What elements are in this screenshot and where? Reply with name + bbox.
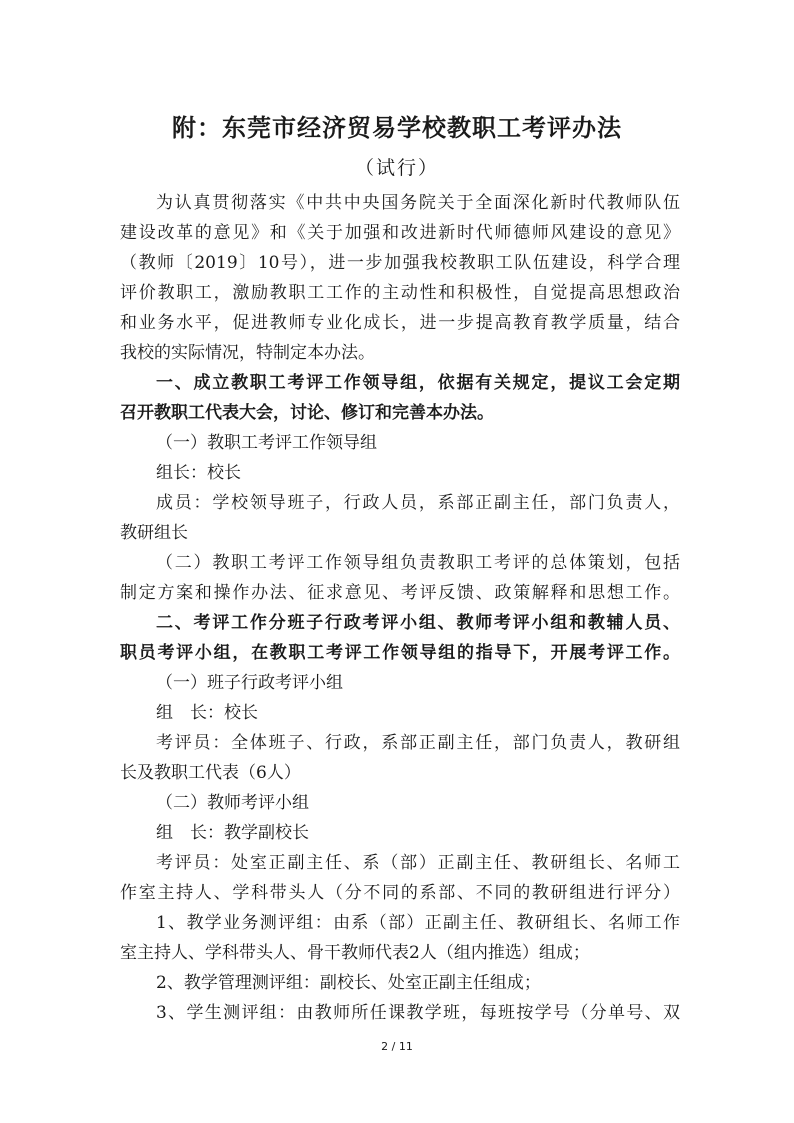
- section-heading-line: 职员考评小组，在教职工考评工作领导组的指导下，开展考评工作。: [120, 643, 680, 663]
- subsection-line: （一）教职工考评工作领导组: [156, 433, 377, 453]
- paragraph-line: 制定方案和操作办法、征求意见、考评反馈、政策解释和思想工作。: [120, 583, 680, 603]
- paragraph-line: 1、教学业务测评组：由系（部）正副主任、教研组长、名师工作: [156, 913, 680, 933]
- page-number: 2 / 11: [381, 1040, 413, 1053]
- section-heading-line: 二、考评工作分班子行政考评小组、教师考评小组和教辅人员、: [156, 613, 680, 633]
- paragraph-line: 我校的实际情况，特制定本办法。: [120, 343, 375, 363]
- paragraph-line: 和业务水平，促进教师专业化成长，进一步提高教育教学质量，结合: [120, 313, 680, 333]
- subsection-line: （一）班子行政考评小组: [156, 673, 343, 693]
- section-heading-line: 一、成立教职工考评工作领导组，依据有关规定，提议工会定期: [156, 373, 680, 393]
- paragraph-line: 室主持人、学科带头人、骨干教师代表2人（组内推选）组成；: [120, 943, 590, 963]
- paragraph-line: 3、学生测评组：由教师所任课教学班，每班按学号（分单号、双: [156, 1003, 680, 1023]
- paragraph-line: 建设改革的意见》和《关于加强和改进新时代师德师风建设的意见》: [120, 223, 680, 243]
- paragraph-line: 组 长：校长: [156, 703, 258, 723]
- document-body: [120, 188, 680, 1028]
- paragraph-line: 成员：学校领导班子，行政人员，系部正副主任，部门负责人，: [156, 493, 680, 513]
- section-heading-line: 召开教职工代表大会，讨论、修订和完善本办法。: [120, 403, 494, 423]
- document-title: 附：东莞市经济贸易学校教职工考评办法: [172, 113, 622, 142]
- paragraph-line: 作室主持人、学科带头人（分不同的系部、不同的教研组进行评分）: [120, 883, 680, 903]
- paragraph-line: 评价教职工，激励教职工工作的主动性和积极性，自觉提高思想政治: [120, 283, 680, 303]
- paragraph-line: 考评员：处室正副主任、系（部）正副主任、教研组长、名师工: [156, 853, 680, 873]
- paragraph-line: 为认真贯彻落实《中共中央国务院关于全面深化新时代教师队伍: [156, 193, 680, 213]
- paragraph-line: 2、教学管理测评组：副校长、处室正副主任组成；: [156, 973, 541, 993]
- paragraph-line: 考评员：全体班子、行政，系部正副主任，部门负责人，教研组: [156, 733, 680, 753]
- paragraph-line: 教研组长: [120, 523, 188, 543]
- document-subtitle: （试行）: [354, 157, 439, 179]
- paragraph-line: （教师〔2019〕10号），进一步加强我校教职工队伍建设，科学合理: [120, 253, 680, 273]
- paragraph-line: 长及教职工代表（6人）: [120, 763, 301, 783]
- subsection-line: （二）教师考评小组: [156, 793, 309, 813]
- subsection-line: （二）教职工考评工作领导组负责教职工考评的总体策划，包括: [156, 553, 680, 573]
- paragraph-line: 组 长：教学副校长: [156, 823, 309, 843]
- paragraph-line: 组长：校长: [156, 463, 241, 483]
